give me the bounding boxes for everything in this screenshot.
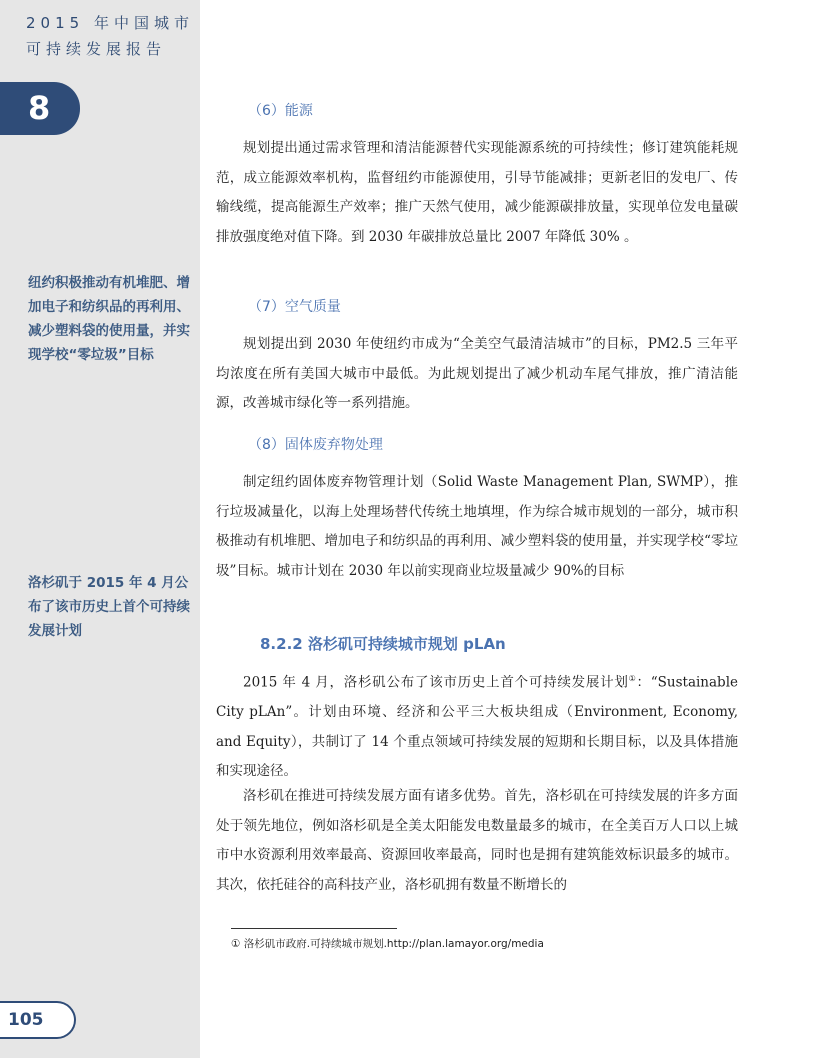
footnote: ① 洛杉矶市政府.可持续城市规划.http://plan.lamayor.org/media — [231, 938, 544, 950]
chapter-number-tab: 8 — [0, 82, 80, 135]
paragraph-la-plan — [216, 664, 738, 787]
subheading-solid-waste: （8）固体废弃物处理 — [248, 437, 383, 453]
book-title-line2: 可持续发展报告 — [26, 40, 167, 58]
book-title-line1: 2015 年中国城市 — [26, 14, 194, 32]
book-title — [26, 10, 196, 62]
paragraph-air-quality: 规划提出到 2030 年使纽约市成为“全美空气最清洁城市”的目标，PM2.5 三年平均浓度在所有美国大城市中最低。为此规划提出了减少机动车尾气排放，推广清洁能源，改善城市绿化等一系列措施。 — [216, 336, 738, 411]
paragraph-la-plan-text1: 2015 年 4 月，洛杉矶公布了该市历史上首个可持续发展计划 — [243, 674, 629, 691]
paragraph-la-plan-text2: ：“Sustainable City pLAn”。计划由环境、经济和公平三大板块组成（Environment, Economy, and Equity），共制订了 14 个重点领域可持续发展的短期和长期目标，以及具体措施和实现途径。 — [216, 674, 738, 779]
footnote-reference[interactable]: ① — [628, 674, 637, 683]
paragraph-energy: 规划提出通过需求管理和清洁能源替代实现能源系统的可持续性；修订建筑能耗规范，成立能源效率机构，监督纽约市能源使用，引导节能减排；更新老旧的发电厂、传输线缆，提高能源生产效率；推广天然气使用，减少能源碳排放量，实现单位发电量碳排放强度绝对值下降。到 2030 年碳排放总量比 2007 年降低 30% 。 — [216, 140, 738, 245]
paragraph-la-advantages: 洛杉矶在推进可持续发展方面有诸多优势。首先，洛杉矶在可持续发展的许多方面处于领先地位，例如洛杉矶是全美太阳能发电数量最多的城市，在全美百万人口以上城市中水资源利用效率最高、资源回收率最高，同时也是拥有建筑能效标识最多的城市。其次，依托硅谷的高科技产业，洛杉矶拥有数量不断增长的 — [216, 788, 738, 893]
subheading-air-quality: （7）空气质量 — [248, 299, 341, 315]
page-number: 105 — [0, 1001, 76, 1039]
margin-note-newyork: 纽约积极推动有机堆肥、增加电子和纺织品的再利用、减少塑料袋的使用量，并实现学校“零垃圾”目标 — [28, 275, 190, 363]
sidebar — [0, 0, 200, 1058]
footnote-divider — [231, 928, 397, 929]
subheading-energy: （6）能源 — [248, 103, 313, 119]
margin-note-losangeles: 洛杉矶于 2015 年 4 月公布了该市历史上首个可持续发展计划 — [28, 575, 190, 639]
paragraph-solid-waste: 制定纽约固体废弃物管理计划（Solid Waste Management Plan, SWMP），推行垃圾减量化，以海上处理场替代传统土地填埋，作为综合城市规划的一部分，城市积极推动有机堆肥、增加电子和纺织品的再利用、减少塑料袋的使用量，并实现学校“零垃圾”目标。城市计划在 2030 年以前实现商业垃圾量减少 90%的目标 — [216, 474, 738, 579]
section-heading: 8.2.2 洛杉矶可持续城市规划 pLAn — [260, 635, 506, 653]
